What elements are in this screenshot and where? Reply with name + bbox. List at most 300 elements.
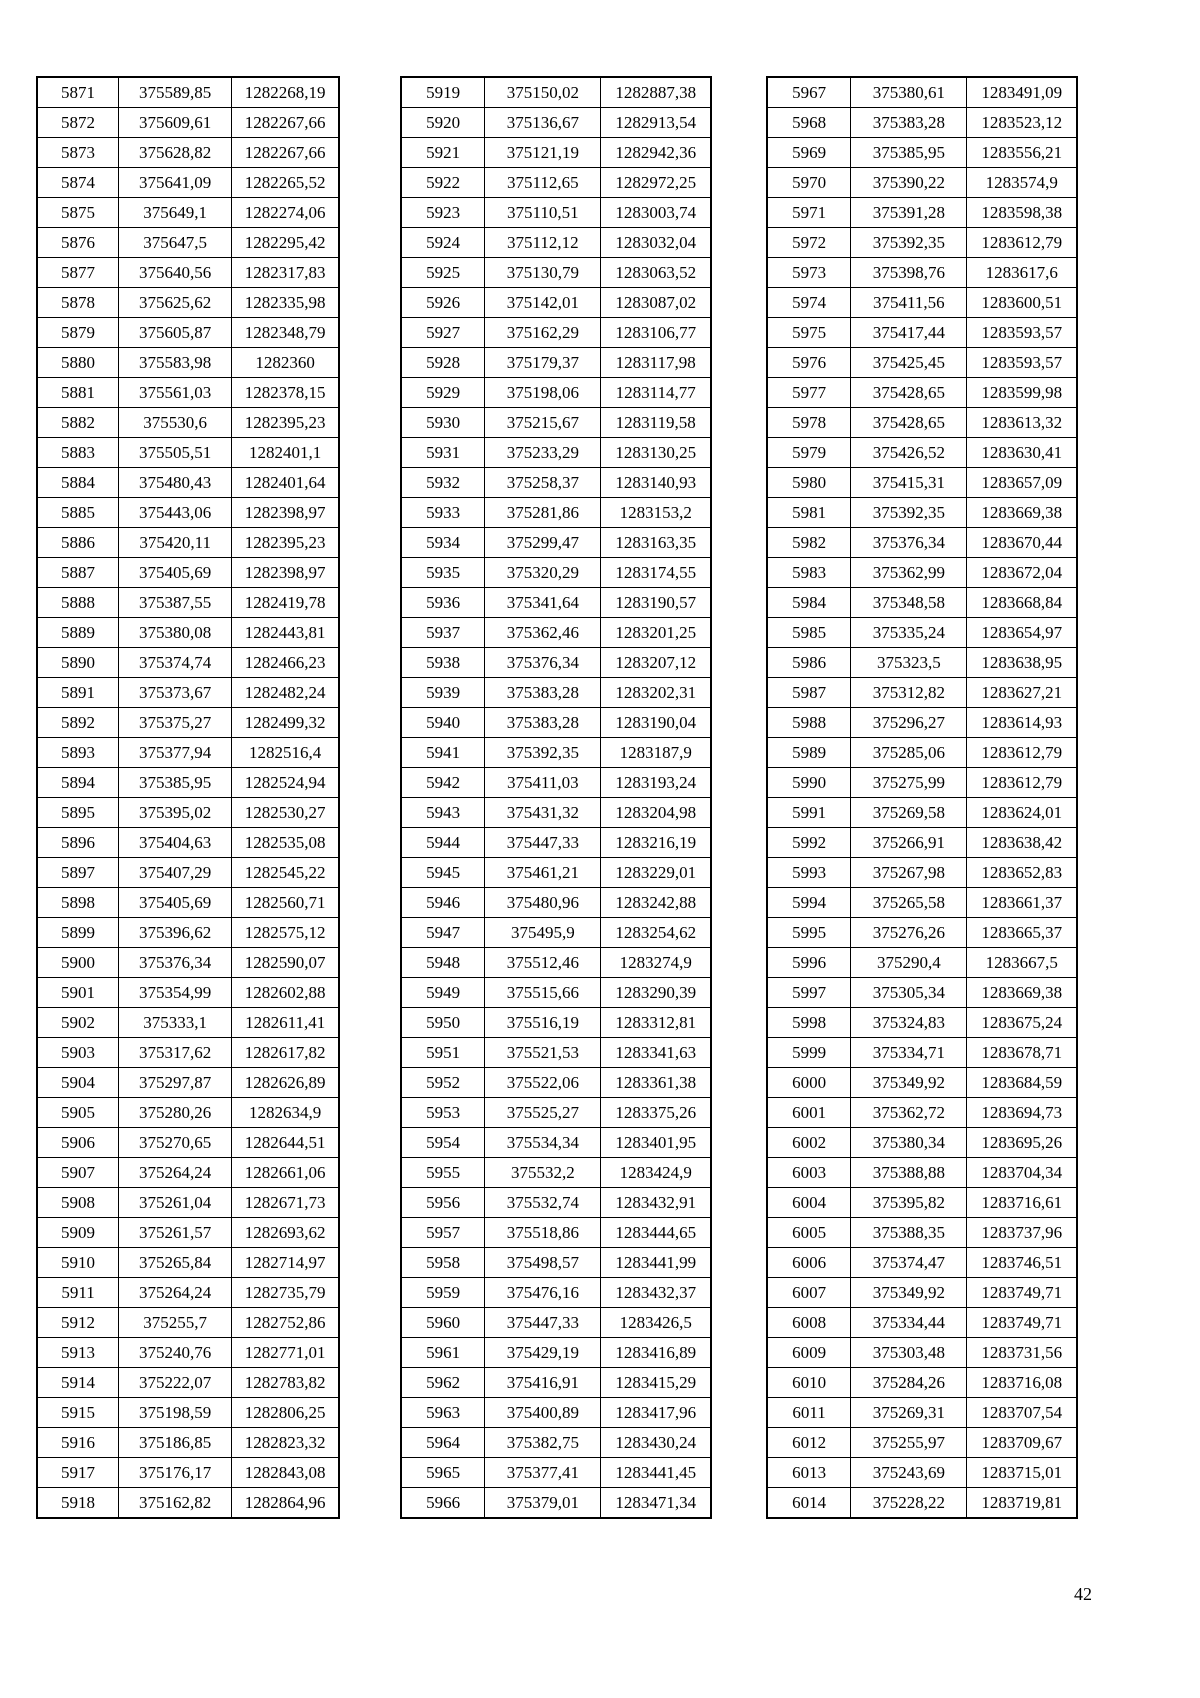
coordinate-table-left	[36, 76, 340, 1519]
x-coordinate-cell: 375348,58	[851, 588, 967, 618]
y-coordinate-cell: 1283593,57	[967, 348, 1077, 378]
point-id-cell: 5990	[767, 768, 851, 798]
point-id-cell: 5915	[37, 1398, 119, 1428]
x-coordinate-cell: 375334,71	[851, 1038, 967, 1068]
table-row	[37, 678, 339, 708]
table-row	[401, 948, 711, 978]
y-coordinate-cell: 1283624,01	[967, 798, 1077, 828]
x-coordinate-cell: 375296,27	[851, 708, 967, 738]
x-coordinate-cell: 375299,47	[485, 528, 601, 558]
x-coordinate-cell: 375303,48	[851, 1338, 967, 1368]
x-coordinate-cell: 375312,82	[851, 678, 967, 708]
point-id-cell: 5877	[37, 258, 119, 288]
x-coordinate-cell: 375290,4	[851, 948, 967, 978]
x-coordinate-cell: 375392,35	[485, 738, 601, 768]
x-coordinate-cell: 375417,44	[851, 318, 967, 348]
y-coordinate-cell: 1282348,79	[232, 318, 339, 348]
table-body	[767, 77, 1077, 1518]
point-id-cell: 5957	[401, 1218, 485, 1248]
table-row	[767, 558, 1077, 588]
point-id-cell: 5918	[37, 1488, 119, 1519]
point-id-cell: 5903	[37, 1038, 119, 1068]
point-id-cell: 5973	[767, 258, 851, 288]
y-coordinate-cell: 1283715,01	[967, 1458, 1077, 1488]
x-coordinate-cell: 375297,87	[119, 1068, 232, 1098]
point-id-cell: 5961	[401, 1338, 485, 1368]
y-coordinate-cell: 1283719,81	[967, 1488, 1077, 1519]
table-row	[767, 1158, 1077, 1188]
y-coordinate-cell: 1283471,34	[601, 1488, 711, 1519]
table-row	[37, 618, 339, 648]
x-coordinate-cell: 375198,59	[119, 1398, 232, 1428]
y-coordinate-cell: 1283207,12	[601, 648, 711, 678]
y-coordinate-cell: 1282771,01	[232, 1338, 339, 1368]
table-row	[401, 738, 711, 768]
table-row	[401, 348, 711, 378]
x-coordinate-cell: 375628,82	[119, 138, 232, 168]
x-coordinate-cell: 375266,91	[851, 828, 967, 858]
table-row	[401, 978, 711, 1008]
y-coordinate-cell: 1283614,93	[967, 708, 1077, 738]
point-id-cell: 5936	[401, 588, 485, 618]
point-id-cell: 5966	[401, 1488, 485, 1519]
x-coordinate-cell: 375341,64	[485, 588, 601, 618]
y-coordinate-cell: 1282317,83	[232, 258, 339, 288]
y-coordinate-cell: 1283737,96	[967, 1218, 1077, 1248]
table-row	[37, 768, 339, 798]
x-coordinate-cell: 375380,61	[851, 77, 967, 108]
table-row	[767, 198, 1077, 228]
table-row	[401, 1308, 711, 1338]
y-coordinate-cell: 1282335,98	[232, 288, 339, 318]
table-row	[37, 318, 339, 348]
x-coordinate-cell: 375532,2	[485, 1158, 601, 1188]
x-coordinate-cell: 375255,7	[119, 1308, 232, 1338]
point-id-cell: 5928	[401, 348, 485, 378]
x-coordinate-cell: 375516,19	[485, 1008, 601, 1038]
y-coordinate-cell: 1282267,66	[232, 108, 339, 138]
point-id-cell: 5931	[401, 438, 485, 468]
x-coordinate-cell: 375198,06	[485, 378, 601, 408]
table-row	[37, 1038, 339, 1068]
table-row	[767, 978, 1077, 1008]
y-coordinate-cell: 1283612,79	[967, 228, 1077, 258]
point-id-cell: 5922	[401, 168, 485, 198]
point-id-cell: 5911	[37, 1278, 119, 1308]
x-coordinate-cell: 375142,01	[485, 288, 601, 318]
table-row	[37, 348, 339, 378]
x-coordinate-cell: 375405,69	[119, 888, 232, 918]
table-row	[767, 1458, 1077, 1488]
table-row	[401, 1458, 711, 1488]
table-row	[401, 1008, 711, 1038]
y-coordinate-cell: 1283613,32	[967, 408, 1077, 438]
table-row	[767, 858, 1077, 888]
point-id-cell: 5979	[767, 438, 851, 468]
point-id-cell: 5945	[401, 858, 485, 888]
y-coordinate-cell: 1283612,79	[967, 768, 1077, 798]
table-row	[767, 1368, 1077, 1398]
point-id-cell: 5919	[401, 77, 485, 108]
point-id-cell: 5949	[401, 978, 485, 1008]
y-coordinate-cell: 1283063,52	[601, 258, 711, 288]
table-row	[401, 1278, 711, 1308]
table-row	[37, 1008, 339, 1038]
table-row	[37, 738, 339, 768]
x-coordinate-cell: 375404,63	[119, 828, 232, 858]
point-id-cell: 6014	[767, 1488, 851, 1519]
table-row	[401, 828, 711, 858]
x-coordinate-cell: 375647,5	[119, 228, 232, 258]
table-row	[767, 1248, 1077, 1278]
y-coordinate-cell: 1282735,79	[232, 1278, 339, 1308]
y-coordinate-cell: 1283153,2	[601, 498, 711, 528]
y-coordinate-cell: 1283667,5	[967, 948, 1077, 978]
table-row	[401, 558, 711, 588]
point-id-cell: 5939	[401, 678, 485, 708]
x-coordinate-cell: 375362,99	[851, 558, 967, 588]
table-row	[37, 468, 339, 498]
y-coordinate-cell: 1283749,71	[967, 1308, 1077, 1338]
table-row	[37, 198, 339, 228]
table-row	[401, 198, 711, 228]
x-coordinate-cell: 375383,28	[485, 678, 601, 708]
y-coordinate-cell: 1283190,04	[601, 708, 711, 738]
x-coordinate-cell: 375447,33	[485, 1308, 601, 1338]
point-id-cell: 5878	[37, 288, 119, 318]
x-coordinate-cell: 375162,29	[485, 318, 601, 348]
y-coordinate-cell: 1283593,57	[967, 318, 1077, 348]
y-coordinate-cell: 1283630,41	[967, 438, 1077, 468]
x-coordinate-cell: 375609,61	[119, 108, 232, 138]
y-coordinate-cell: 1283106,77	[601, 318, 711, 348]
x-coordinate-cell: 375285,06	[851, 738, 967, 768]
y-coordinate-cell: 1283638,95	[967, 648, 1077, 678]
point-id-cell: 5933	[401, 498, 485, 528]
table-row	[767, 738, 1077, 768]
y-coordinate-cell: 1283254,62	[601, 918, 711, 948]
x-coordinate-cell: 375388,88	[851, 1158, 967, 1188]
table-row	[767, 1278, 1077, 1308]
point-id-cell: 5876	[37, 228, 119, 258]
x-coordinate-cell: 375640,56	[119, 258, 232, 288]
point-id-cell: 5964	[401, 1428, 485, 1458]
point-id-cell: 6007	[767, 1278, 851, 1308]
y-coordinate-cell: 1283707,54	[967, 1398, 1077, 1428]
y-coordinate-cell: 1283201,25	[601, 618, 711, 648]
table-row	[767, 918, 1077, 948]
x-coordinate-cell: 375265,84	[119, 1248, 232, 1278]
x-coordinate-cell: 375162,82	[119, 1488, 232, 1519]
y-coordinate-cell: 1282671,73	[232, 1188, 339, 1218]
table-row	[401, 1068, 711, 1098]
y-coordinate-cell: 1283672,04	[967, 558, 1077, 588]
y-coordinate-cell: 1283202,31	[601, 678, 711, 708]
table-row	[767, 1008, 1077, 1038]
y-coordinate-cell: 1282590,07	[232, 948, 339, 978]
table-row	[37, 888, 339, 918]
point-id-cell: 5971	[767, 198, 851, 228]
y-coordinate-cell: 1283668,84	[967, 588, 1077, 618]
point-id-cell: 6002	[767, 1128, 851, 1158]
point-id-cell: 5953	[401, 1098, 485, 1128]
point-id-cell: 5980	[767, 468, 851, 498]
table-row	[767, 468, 1077, 498]
x-coordinate-cell: 375395,02	[119, 798, 232, 828]
y-coordinate-cell: 1283430,24	[601, 1428, 711, 1458]
y-coordinate-cell: 1283140,93	[601, 468, 711, 498]
point-id-cell: 5896	[37, 828, 119, 858]
point-id-cell: 5989	[767, 738, 851, 768]
y-coordinate-cell: 1283117,98	[601, 348, 711, 378]
x-coordinate-cell: 375385,95	[119, 768, 232, 798]
table-row	[401, 888, 711, 918]
table-row	[401, 318, 711, 348]
x-coordinate-cell: 375270,65	[119, 1128, 232, 1158]
x-coordinate-cell: 375258,37	[485, 468, 601, 498]
x-coordinate-cell: 375376,34	[485, 648, 601, 678]
y-coordinate-cell: 1283684,59	[967, 1068, 1077, 1098]
x-coordinate-cell: 375476,16	[485, 1278, 601, 1308]
y-coordinate-cell: 1283401,95	[601, 1128, 711, 1158]
y-coordinate-cell: 1283174,55	[601, 558, 711, 588]
y-coordinate-cell: 1282419,78	[232, 588, 339, 618]
table-row	[401, 1428, 711, 1458]
table-row	[37, 228, 339, 258]
y-coordinate-cell: 1283204,98	[601, 798, 711, 828]
point-id-cell: 5952	[401, 1068, 485, 1098]
y-coordinate-cell: 1283114,77	[601, 378, 711, 408]
table-row	[767, 1218, 1077, 1248]
table-row	[37, 1428, 339, 1458]
point-id-cell: 5893	[37, 738, 119, 768]
y-coordinate-cell: 1282530,27	[232, 798, 339, 828]
x-coordinate-cell: 375495,9	[485, 918, 601, 948]
point-id-cell: 5955	[401, 1158, 485, 1188]
y-coordinate-cell: 1283426,5	[601, 1308, 711, 1338]
table-row	[767, 138, 1077, 168]
point-id-cell: 6008	[767, 1308, 851, 1338]
y-coordinate-cell: 1283600,51	[967, 288, 1077, 318]
point-id-cell: 5962	[401, 1368, 485, 1398]
x-coordinate-cell: 375505,51	[119, 438, 232, 468]
x-coordinate-cell: 375334,44	[851, 1308, 967, 1338]
x-coordinate-cell: 375392,35	[851, 228, 967, 258]
y-coordinate-cell: 1282714,97	[232, 1248, 339, 1278]
y-coordinate-cell: 1282401,1	[232, 438, 339, 468]
y-coordinate-cell: 1283695,26	[967, 1128, 1077, 1158]
table-row	[767, 1488, 1077, 1519]
point-id-cell: 6001	[767, 1098, 851, 1128]
point-id-cell: 5977	[767, 378, 851, 408]
x-coordinate-cell: 375411,03	[485, 768, 601, 798]
point-id-cell: 5972	[767, 228, 851, 258]
y-coordinate-cell: 1282360	[232, 348, 339, 378]
x-coordinate-cell: 375498,57	[485, 1248, 601, 1278]
point-id-cell: 5874	[37, 168, 119, 198]
table-row	[767, 408, 1077, 438]
y-coordinate-cell: 1283361,38	[601, 1068, 711, 1098]
y-coordinate-cell: 1282268,19	[232, 77, 339, 108]
point-id-cell: 5947	[401, 918, 485, 948]
y-coordinate-cell: 1282626,89	[232, 1068, 339, 1098]
point-id-cell: 5894	[37, 768, 119, 798]
x-coordinate-cell: 375110,51	[485, 198, 601, 228]
table-row	[767, 1098, 1077, 1128]
table-row	[767, 318, 1077, 348]
point-id-cell: 6000	[767, 1068, 851, 1098]
table-row	[767, 438, 1077, 468]
table-row	[401, 648, 711, 678]
x-coordinate-cell: 375284,26	[851, 1368, 967, 1398]
x-coordinate-cell: 375376,34	[119, 948, 232, 978]
y-coordinate-cell: 1283599,98	[967, 378, 1077, 408]
y-coordinate-cell: 1283661,37	[967, 888, 1077, 918]
y-coordinate-cell: 1282644,51	[232, 1128, 339, 1158]
table-row	[401, 378, 711, 408]
x-coordinate-cell: 375349,92	[851, 1278, 967, 1308]
table-row	[767, 498, 1077, 528]
y-coordinate-cell: 1283441,99	[601, 1248, 711, 1278]
x-coordinate-cell: 375379,01	[485, 1488, 601, 1519]
coordinate-table-right	[766, 76, 1078, 1519]
y-coordinate-cell: 1282972,25	[601, 168, 711, 198]
y-coordinate-cell: 1283731,56	[967, 1338, 1077, 1368]
y-coordinate-cell: 1282575,12	[232, 918, 339, 948]
y-coordinate-cell: 1283669,38	[967, 978, 1077, 1008]
y-coordinate-cell: 1283341,63	[601, 1038, 711, 1068]
table-row	[37, 1248, 339, 1278]
table-row	[37, 858, 339, 888]
x-coordinate-cell: 375521,53	[485, 1038, 601, 1068]
y-coordinate-cell: 1283627,21	[967, 678, 1077, 708]
point-id-cell: 5895	[37, 798, 119, 828]
point-id-cell: 5967	[767, 77, 851, 108]
table-row	[767, 648, 1077, 678]
y-coordinate-cell: 1283190,57	[601, 588, 711, 618]
page-number: 42	[1074, 1584, 1092, 1604]
y-coordinate-cell: 1282482,24	[232, 678, 339, 708]
x-coordinate-cell: 375130,79	[485, 258, 601, 288]
table-row	[767, 288, 1077, 318]
x-coordinate-cell: 375233,29	[485, 438, 601, 468]
x-coordinate-cell: 375649,1	[119, 198, 232, 228]
x-coordinate-cell: 375354,99	[119, 978, 232, 1008]
y-coordinate-cell: 1282617,82	[232, 1038, 339, 1068]
y-coordinate-cell: 1282843,08	[232, 1458, 339, 1488]
y-coordinate-cell: 1282398,97	[232, 498, 339, 528]
x-coordinate-cell: 375383,28	[485, 708, 601, 738]
table-row	[401, 1038, 711, 1068]
y-coordinate-cell: 1282634,9	[232, 1098, 339, 1128]
x-coordinate-cell: 375532,74	[485, 1188, 601, 1218]
x-coordinate-cell: 375400,89	[485, 1398, 601, 1428]
y-coordinate-cell: 1283716,61	[967, 1188, 1077, 1218]
table-row	[37, 528, 339, 558]
table-row	[767, 828, 1077, 858]
coordinate-table-middle	[400, 76, 712, 1519]
y-coordinate-cell: 1283087,02	[601, 288, 711, 318]
x-coordinate-cell: 375380,34	[851, 1128, 967, 1158]
y-coordinate-cell: 1282602,88	[232, 978, 339, 1008]
x-coordinate-cell: 375215,67	[485, 408, 601, 438]
x-coordinate-cell: 375121,19	[485, 138, 601, 168]
y-coordinate-cell: 1282267,66	[232, 138, 339, 168]
point-id-cell: 5958	[401, 1248, 485, 1278]
y-coordinate-cell: 1283704,34	[967, 1158, 1077, 1188]
x-coordinate-cell: 375518,86	[485, 1218, 601, 1248]
table-row	[37, 828, 339, 858]
point-id-cell: 5914	[37, 1368, 119, 1398]
y-coordinate-cell: 1283290,39	[601, 978, 711, 1008]
table-body	[37, 77, 339, 1518]
point-id-cell: 5902	[37, 1008, 119, 1038]
y-coordinate-cell: 1282499,32	[232, 708, 339, 738]
table-row	[401, 618, 711, 648]
point-id-cell: 5924	[401, 228, 485, 258]
y-coordinate-cell: 1283657,09	[967, 468, 1077, 498]
x-coordinate-cell: 375395,82	[851, 1188, 967, 1218]
point-id-cell: 5884	[37, 468, 119, 498]
point-id-cell: 5879	[37, 318, 119, 348]
x-coordinate-cell: 375589,85	[119, 77, 232, 108]
point-id-cell: 6013	[767, 1458, 851, 1488]
point-id-cell: 5910	[37, 1248, 119, 1278]
table-row	[401, 498, 711, 528]
table-row	[37, 408, 339, 438]
table-row	[401, 1248, 711, 1278]
point-id-cell: 5901	[37, 978, 119, 1008]
y-coordinate-cell: 1283417,96	[601, 1398, 711, 1428]
x-coordinate-cell: 375362,46	[485, 618, 601, 648]
point-id-cell: 5913	[37, 1338, 119, 1368]
table-row	[401, 1158, 711, 1188]
table-row	[37, 1128, 339, 1158]
point-id-cell: 5984	[767, 588, 851, 618]
table-row	[401, 798, 711, 828]
table-row	[37, 438, 339, 468]
x-coordinate-cell: 375380,08	[119, 618, 232, 648]
y-coordinate-cell: 1283432,91	[601, 1188, 711, 1218]
y-coordinate-cell: 1282661,06	[232, 1158, 339, 1188]
point-id-cell: 5946	[401, 888, 485, 918]
point-id-cell: 5996	[767, 948, 851, 978]
y-coordinate-cell: 1282864,96	[232, 1488, 339, 1519]
table-row	[767, 1428, 1077, 1458]
point-id-cell: 6009	[767, 1338, 851, 1368]
y-coordinate-cell: 1282783,82	[232, 1368, 339, 1398]
x-coordinate-cell: 375583,98	[119, 348, 232, 378]
x-coordinate-cell: 375376,34	[851, 528, 967, 558]
table-row	[37, 108, 339, 138]
point-id-cell: 5908	[37, 1188, 119, 1218]
x-coordinate-cell: 375429,19	[485, 1338, 601, 1368]
point-id-cell: 5926	[401, 288, 485, 318]
x-coordinate-cell: 375269,58	[851, 798, 967, 828]
point-id-cell: 6003	[767, 1158, 851, 1188]
table-row	[401, 168, 711, 198]
point-id-cell: 5909	[37, 1218, 119, 1248]
table-body	[401, 77, 711, 1518]
table-row	[401, 768, 711, 798]
y-coordinate-cell: 1282560,71	[232, 888, 339, 918]
point-id-cell: 5897	[37, 858, 119, 888]
table-row	[37, 948, 339, 978]
x-coordinate-cell: 375243,69	[851, 1458, 967, 1488]
x-coordinate-cell: 375261,57	[119, 1218, 232, 1248]
point-id-cell: 5891	[37, 678, 119, 708]
table-row	[37, 648, 339, 678]
